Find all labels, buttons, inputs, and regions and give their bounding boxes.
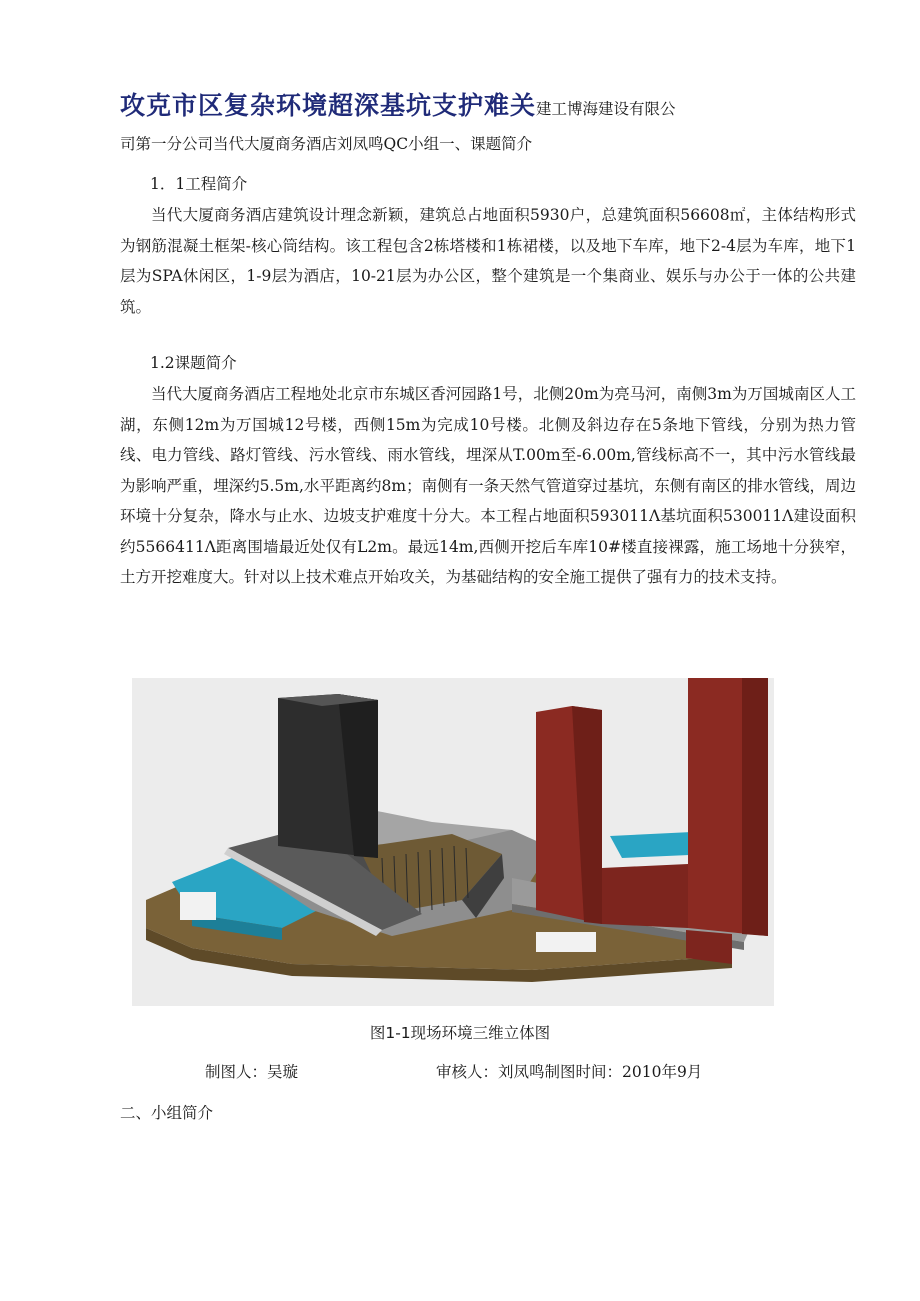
figure-drawer: 制图人：吴璇 [205, 1063, 299, 1081]
document-title: 攻克市区复杂环境超深基坑支护难关 [120, 91, 537, 120]
title-line [120, 86, 860, 122]
figure-reviewer-time: 审核人：刘凤鸣制图时间：2010年9月 [436, 1063, 703, 1081]
title-company-fragment: 建工博海建设有限公 [536, 100, 676, 118]
paragraph-text: 当代大厦商务酒店工程地处北京市东城区香河园路1号，北侧20m为亮马河，南侧3m为万国城南区人工湖，东侧12m为万国城12号楼，西侧15m为完成10号楼。北侧及斜边存在5条地下管线，分别为热力管线、电力管线、路灯管线、污水管线、雨水管线，埋深从T.00m至-6.00m,管线标高不一，其中污水管线最为影响严重，埋深约5.5m,水平距离约8m；南侧有一条天然气管道穿过基坑，东侧有南区的排水管线，周边环境十分复杂，降水与止水、边坡支护难度十分大。本工程占地面积593011Λ基坑面积530011Λ建设面积约5566411Λ距离围墙最近处仅有L2m。最远14m,西侧开挖后车库10#楼直接裸露，施工场地十分狭窄，土方开挖难度大。针对以上技术难点开始攻关，为基础结构的安全施工提供了强有力的技术支持。 [120, 385, 856, 586]
figure-caption: 图1-1现场环境三维立体图 [369, 1024, 551, 1042]
section-heading-1-2: 1.2课题简介 [150, 354, 237, 372]
3d-site-model-illustration [132, 678, 774, 1006]
subtitle-line: 司第一分公司当代大厦商务酒店刘凤鸣QC小组一、课题简介 [120, 135, 533, 153]
section-heading-2: 二、小组简介 [120, 1104, 214, 1122]
paragraph-project-intro [120, 200, 856, 322]
site-3d-figure [132, 678, 774, 1006]
paragraph-text: 当代大厦商务酒店建筑设计理念新颖，建筑总占地面积5930户，总建筑面积56608㎡，主体结构形式为钢筋混凝土框架-核心筒结构。该工程包含2栋塔楼和1栋裙楼，以及地下车库，地下2-4层为车库，地下1层为SPA休闲区，1-9层为酒店，10-21层为办公区，整个建筑是一个集商业、娱乐与办公于一体的公共建筑。 [120, 206, 856, 316]
section-heading-1-1: 1．1工程简介 [150, 175, 248, 193]
paragraph-topic-intro [120, 379, 856, 593]
